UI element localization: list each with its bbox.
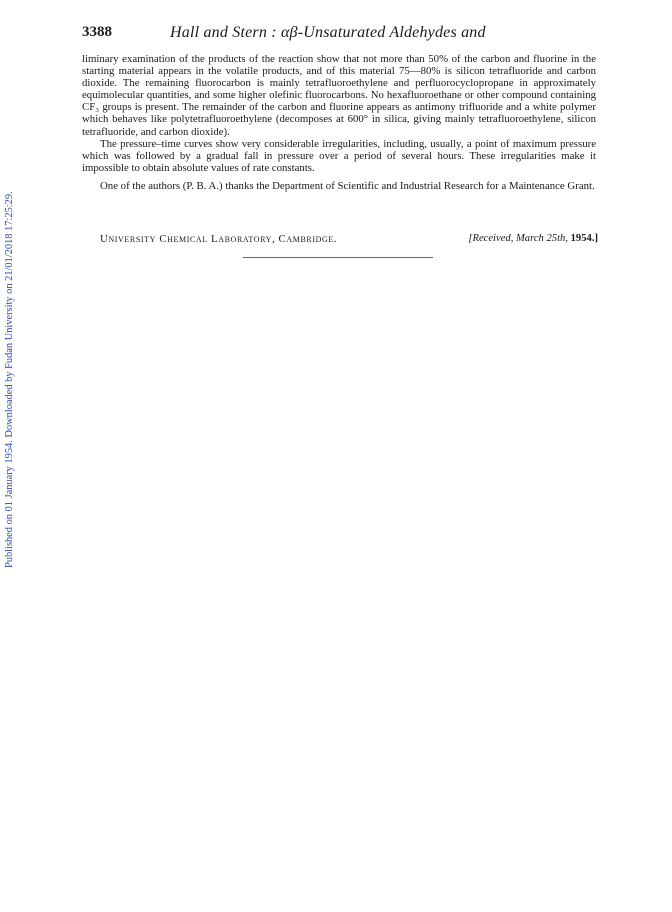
page-number: 3388 (82, 24, 112, 40)
paragraph-continuation: liminary examination of the products of the reaction show that not more than 50% of the carbon and fluorine in the starting material appears in the volatile products, and of this material 75—80% is silicon tetrafluoride and carbon dioxide. The remaining fluorocarbon is mainly tetrafluoroethylene and perfluorocyclopropane in approximately equimolecular quantities, and some higher olefinic fluorocarbons. No hexafluoroethane or other compound containing CF₃ groups is present. The remainder of the carbon and fluorine appears as antimony trifluoride and a white polymer which behaves like polytetrafluoroethylene (decomposes at 600° in silica, giving mainly tetrafluoroethylene, silicon tetrafluoride, and carbon dioxide). (82, 53, 596, 138)
publication-stamp-text: Published on 01 January 1954. Downloaded by Fudan University on 21/01/2018 17:25:29. (4, 191, 15, 568)
article-footer (100, 233, 598, 247)
paragraph-pressure-time: The pressure–time curves show very considerable irregularities, including, usually, a point of maximum pressure which was followed by a gradual fall in pressure over a period of several hours. These irregularities make it impossible to obtain absolute values of rate constants. (82, 137, 596, 174)
received-year: 1954.] (570, 233, 598, 244)
received-date (468, 233, 598, 244)
received-label: [Received, March 25th, (468, 233, 568, 244)
running-title: Hall and Stern : αβ-Unsaturated Aldehydes and (170, 24, 486, 41)
affiliation: University Chemical Laboratory, Cambridge. (100, 233, 338, 245)
publication-stamp (2, 170, 18, 570)
paragraph-acknowledgement: One of the authors (P. B. A.) thanks the Department of Scientific and Industrial Research for a Maintenance Grant. (100, 179, 595, 192)
article-body (82, 53, 596, 192)
end-of-article-rule (243, 257, 433, 258)
page-header (82, 24, 602, 46)
